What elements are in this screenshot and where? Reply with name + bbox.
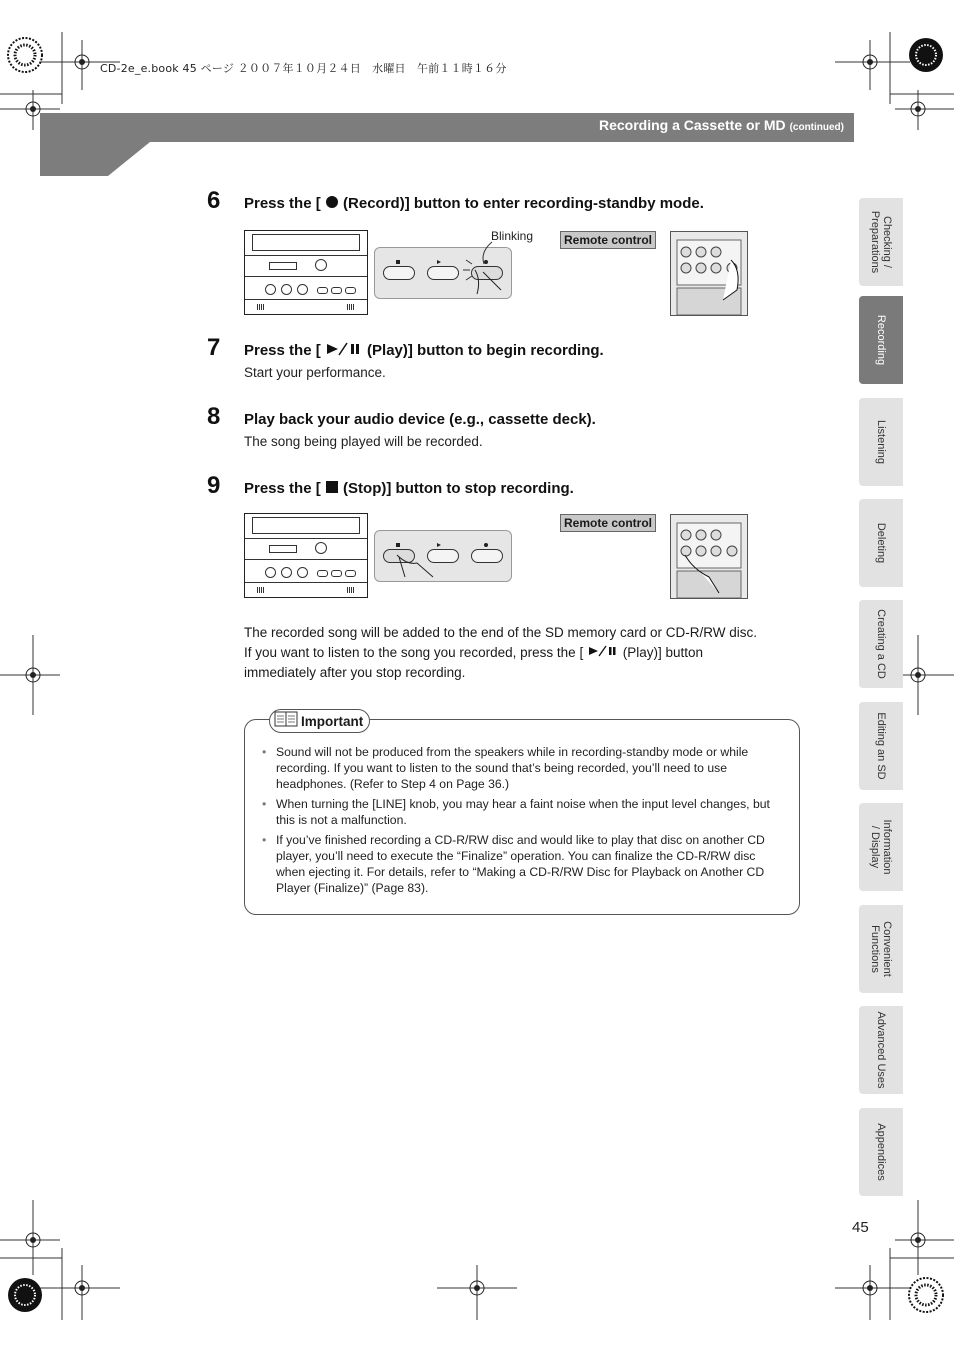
- page-number: 45: [852, 1219, 869, 1236]
- blinking-pointer-illus: [452, 240, 522, 308]
- step-6-title-post: (Record)] button to enter recording-standby mode.: [343, 195, 704, 212]
- recorder-device-illustration-9: [244, 513, 368, 598]
- tab-label: Appendices: [875, 1123, 887, 1181]
- tab-label: Advanced Uses: [875, 1011, 887, 1089]
- tab-deleting[interactable]: [859, 499, 903, 587]
- blinking-label: Blinking: [491, 229, 534, 243]
- tab-label: Recording: [875, 314, 887, 366]
- para-line-2: [244, 643, 804, 663]
- step-9-title: [244, 480, 574, 498]
- tab-checking-preparations[interactable]: [859, 198, 903, 286]
- step-6-title: [244, 195, 704, 213]
- remote-control-label-6: Remote control: [560, 231, 656, 249]
- step-8-number: 8: [207, 403, 221, 430]
- tab-label: Convenient Functions: [869, 921, 893, 977]
- play-pause-icon: [325, 342, 363, 360]
- step-7-title-pre: Press the [: [244, 342, 321, 359]
- tab-editing-an-sd[interactable]: [859, 702, 903, 790]
- header-title-text: Recording a Cassette or MD: [598, 117, 786, 133]
- device-slot: [252, 234, 360, 251]
- recorder-device-illustration: [244, 230, 368, 315]
- para-line-3: immediately after you stop recording.: [244, 665, 466, 681]
- page-header-title: [599, 117, 844, 133]
- record-icon: [325, 195, 339, 213]
- tab-label: Information / Display: [869, 819, 893, 875]
- important-item: • When turning the [LINE] knob, you may hear a faint noise when the input level changes, but this is not a malfunction.: [262, 796, 782, 828]
- important-tag: [269, 709, 370, 733]
- tab-information-display[interactable]: [859, 803, 903, 891]
- tab-label: Listening: [875, 419, 887, 465]
- step-7-title-post: (Play)] button to begin recording.: [367, 342, 604, 359]
- tab-label: Deleting: [875, 522, 887, 564]
- step-9-title-pre: Press the [: [244, 480, 321, 497]
- device-knob: [315, 259, 327, 271]
- result-paragraph: [244, 623, 804, 683]
- para-line-1: The recorded song will be added to the end of the SD memory card or CD-R/RW disc.: [244, 625, 757, 640]
- step-6-number: 6: [207, 187, 221, 214]
- book-icon: [274, 711, 298, 732]
- tab-listening[interactable]: [859, 398, 903, 486]
- tab-creating-a-cd[interactable]: [859, 600, 903, 688]
- step-7-number: 7: [207, 334, 221, 361]
- step-7-title: [244, 342, 604, 360]
- header-wedge-slope: [108, 142, 150, 176]
- tab-convenient-functions[interactable]: [859, 905, 903, 993]
- remote-control-illus-9: [670, 514, 748, 599]
- important-label: Important: [301, 713, 364, 729]
- para-line-2-pre: If you want to listen to the song you recorded, press the [: [244, 645, 584, 660]
- step-8-title: Play back your audio device (e.g., cassette deck).: [244, 411, 596, 428]
- para-line-2-post: (Play)] button: [622, 645, 704, 660]
- remote-control-illus-6: [670, 231, 748, 316]
- tab-label: Checking / Preparations: [869, 210, 893, 274]
- step-9-number: 9: [207, 472, 221, 499]
- step-7-desc: Start your performance.: [244, 365, 386, 380]
- header-continued: (continued): [789, 122, 844, 133]
- print-header: CD-2e_e.book 45 ページ ２００７年１０月２４日 水曜日 午前１１時１６分: [100, 62, 507, 75]
- important-item: • Sound will not be produced from the speakers while in recording-standby mode or while recording. If you want to listen to the sound that’s being recorded, you’ll need to use headphones. (Refer to Step 4 on Page 36.): [262, 744, 782, 792]
- important-item: • If you’ve finished recording a CD-R/RW disc and would like to play that disc on another CD player, you’ll need to execute the “Finalize” operation. You can finalize the CD-R/RW disc when ejecting it. For details, refer to “Making a CD-R/RW Disc for Playback on Another CD Player (Finalize)” (Page 83).: [262, 832, 782, 896]
- header-wedge: [40, 142, 108, 176]
- tab-appendices[interactable]: [859, 1108, 903, 1196]
- device-display: [269, 262, 297, 270]
- step-9-title-post: (Stop)] button to stop recording.: [343, 480, 574, 497]
- remote-control-label-9: Remote control: [560, 514, 656, 532]
- step-8-desc: The song being played will be recorded.: [244, 434, 483, 449]
- tab-label: Creating a CD: [875, 609, 887, 679]
- tab-label: Editing an SD: [875, 712, 887, 780]
- tab-recording[interactable]: [859, 296, 903, 384]
- stop-icon: [325, 480, 339, 498]
- button-panel-zoom-9: [374, 530, 512, 582]
- tab-advanced-uses[interactable]: [859, 1006, 903, 1094]
- step-6-title-pre: Press the [: [244, 195, 321, 212]
- play-pause-icon: [587, 643, 619, 663]
- important-list: [262, 744, 782, 900]
